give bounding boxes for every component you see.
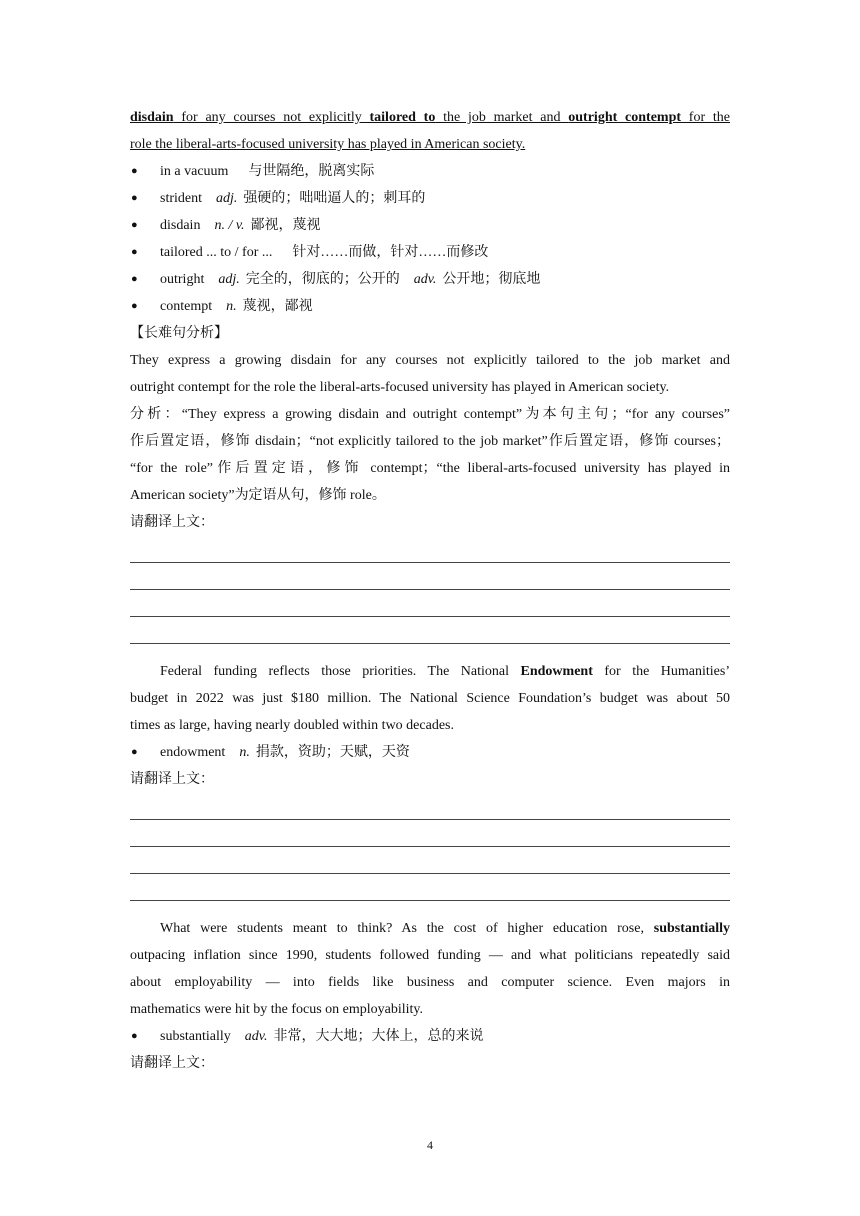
underlined-sentence-line-2: role the liberal-arts-focused university has played in American society. xyxy=(130,137,526,152)
bullet-icon: ● xyxy=(131,192,138,204)
analysis-text-line: 作后置定语，修饰 disdain；“not explicitly tailored to the job market”作后置定语，修饰 courses； xyxy=(130,434,730,449)
vocab-item: ● in a vacuum 与世隔绝，脱离实际 xyxy=(130,158,730,185)
analysis-heading: 【长难句分析】 xyxy=(130,326,228,341)
paragraph-line: budget in 2022 was just $180 million. The National Science Foundation’s budget was about 50 xyxy=(130,691,730,706)
translation-answer-line[interactable] xyxy=(130,617,730,644)
keyword-disdain: disdain xyxy=(130,110,174,125)
bullet-icon: ● xyxy=(131,1030,138,1042)
vocab-item: ● outright adj. 完全的，彻底的；公开的 adv. 公开地；彻底地 xyxy=(130,266,730,293)
keyword-endowment: Endowment xyxy=(520,664,593,679)
paragraph-line: times as large, having nearly doubled within two decades. xyxy=(130,718,454,733)
bullet-icon: ● xyxy=(131,746,138,758)
analysis-sentence-line: They express a growing disdain for any courses not explicitly tailored to the job market and xyxy=(130,353,730,368)
underlined-sentence-line-1: disdain for any courses not explicitly tailored to the job market and outright contempt for the xyxy=(130,110,730,125)
translation-answer-line[interactable] xyxy=(130,590,730,617)
analysis-text-line: “for the role”作后置定语，修饰 contempt；“the liberal-arts-focused university has played in xyxy=(130,461,730,476)
paragraph-line: about employability — into fields like business and computer science. Even majors in xyxy=(130,975,730,990)
vocab-item: ● contempt n. 蔑视，鄙视 xyxy=(130,293,730,320)
translation-answer-line[interactable] xyxy=(130,793,730,820)
translate-prompt: 请翻译上文： xyxy=(130,515,214,530)
paragraph-line: mathematics were hit by the focus on employability. xyxy=(130,1002,424,1017)
vocab-item: ● substantially adv. 非常，大大地；大体上，总的来说 xyxy=(130,1023,730,1050)
translation-answer-line[interactable] xyxy=(130,563,730,590)
keyword-tailored-to: tailored to xyxy=(369,110,436,125)
translation-answer-line[interactable] xyxy=(130,847,730,874)
bullet-icon: ● xyxy=(131,300,138,312)
bullet-icon: ● xyxy=(131,273,138,285)
analysis-text-line: 分析：“They express a growing disdain and outright contempt”为本句主句；“for any courses” xyxy=(130,407,730,422)
paragraph-line: Federal funding reflects those priorities. The National Endowment for the Humanities’ xyxy=(160,664,730,679)
page-number: 4 xyxy=(427,1138,433,1152)
bullet-icon: ● xyxy=(131,219,138,231)
translation-answer-line[interactable] xyxy=(130,820,730,847)
vocab-item: ● endowment n. 捐款，资助；天赋，天资 xyxy=(130,739,730,766)
document-page xyxy=(130,104,730,1077)
paragraph-line: outpacing inflation since 1990, students followed funding — and what politicians repeatedly said xyxy=(130,948,730,963)
bullet-icon: ● xyxy=(131,165,138,177)
vocab-item: ● tailored ... to / for ... 针对……而做，针对……而修改 xyxy=(130,239,730,266)
keyword-substantially: substantially xyxy=(653,921,730,936)
analysis-text-line: American society”为定语从句，修饰 role。 xyxy=(130,488,386,503)
analysis-sentence-line: outright contempt for the role the liberal-arts-focused university has played in American society. xyxy=(130,380,670,395)
vocab-item: ● disdain n. / v. 鄙视，蔑视 xyxy=(130,212,730,239)
paragraph-line: What were students meant to think? As the cost of higher education rose, substantially xyxy=(160,921,730,936)
translate-prompt: 请翻译上文： xyxy=(130,1056,214,1071)
translate-prompt: 请翻译上文： xyxy=(130,772,214,787)
keyword-outright-contempt: outright contempt xyxy=(568,110,682,125)
translation-answer-line[interactable] xyxy=(130,536,730,563)
vocab-item: ● strident adj. 强硬的；咄咄逼人的；刺耳的 xyxy=(130,185,730,212)
translation-answer-line[interactable] xyxy=(130,874,730,901)
bullet-icon: ● xyxy=(131,246,138,258)
